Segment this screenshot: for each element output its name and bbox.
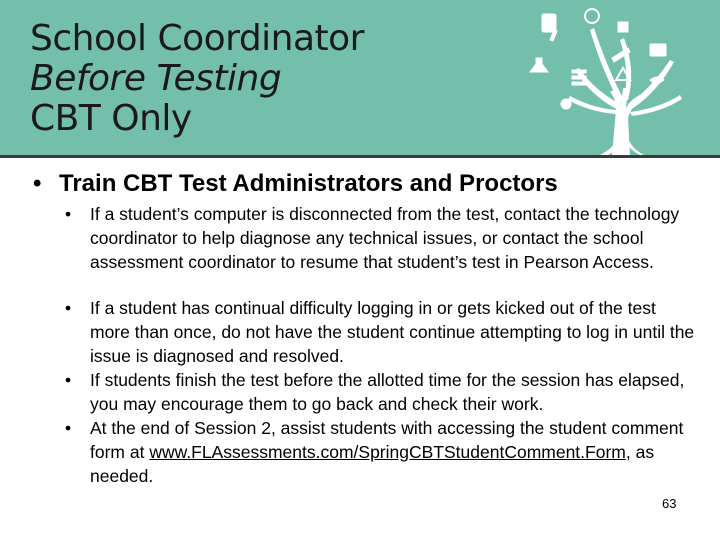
title-line-3: CBT Only xyxy=(30,98,192,139)
sub-bullet-text-after: , as needed. xyxy=(90,441,655,486)
bulb-icon xyxy=(561,99,571,109)
atom-icon xyxy=(585,9,599,23)
bullet-dot: • xyxy=(33,170,42,197)
flask-icon xyxy=(530,58,548,72)
sub-bullet xyxy=(65,203,700,274)
page-number: 63 xyxy=(662,496,677,511)
header-divider xyxy=(0,155,720,158)
title-line-1: School Coordinator xyxy=(30,18,364,59)
main-bullet xyxy=(33,170,558,198)
sub-bullet-text: If a student’s computer is disconnected from the test, contact the technology coordinator to help diagnose any technical issues, or contact the school assessment coordinator to resume that student’s test in Pearson Access. xyxy=(90,204,680,272)
title-line-2: Before Testing xyxy=(30,58,282,99)
main-bullet-text: Train CBT Test Administrators and Proctors xyxy=(59,170,558,197)
sub-bullet xyxy=(65,417,700,488)
sub-bullet-text: If students finish the test before the allotted time for the session has elapsed, you may encourage them to go back and check their work. xyxy=(90,370,685,414)
leaf-icon xyxy=(650,77,664,83)
bullet-dot: • xyxy=(65,204,72,224)
list-icon xyxy=(572,70,586,73)
sub-bullet xyxy=(65,297,700,368)
sub-bullet xyxy=(65,369,700,417)
list-icon xyxy=(572,82,586,85)
sub-bullet-text: If a student has continual difficulty logging in or gets kicked out of the test more than once, do not have the student continue attempting to log in until the issue is diagnosed and resolved. xyxy=(90,298,695,366)
sub-bullet-text-before: At the end of Session 2, assist students with accessing the student comment form at xyxy=(90,418,684,462)
bullet-dot: • xyxy=(65,298,72,318)
comment-form-link[interactable]: www.FLAssessments.com/SpringCBTStudentComment.Form xyxy=(149,441,626,462)
list-icon xyxy=(572,76,586,79)
bullet-dot: • xyxy=(65,418,72,438)
puzzle-icon xyxy=(618,22,628,32)
bullet-dot: • xyxy=(65,370,72,390)
calculator-icon xyxy=(542,14,556,32)
tree-illustration xyxy=(520,0,720,155)
book-icon xyxy=(650,44,666,56)
